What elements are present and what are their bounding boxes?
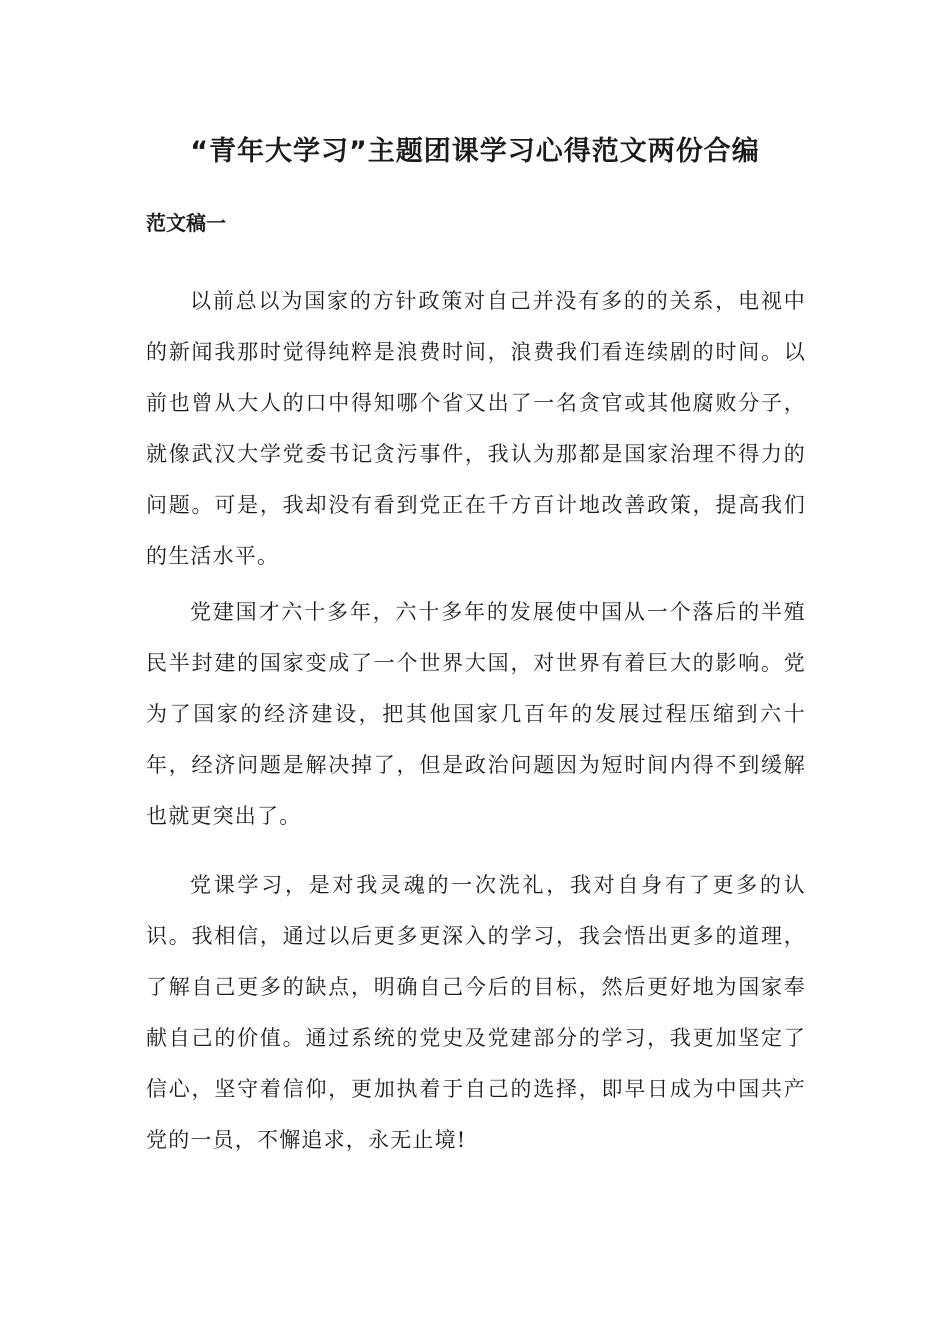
paragraph-3: 党课学习，是对我灵魂的一次洗礼，我对自身有了更多的认识。我相信，通过以后更多更深入的学习，我会悟出更多的道理，了解自己更多的缺点，明确自己今后的目标，然后更好地为国家奉献自己的价值。通过系统的党史及党建部分的学习，我更加坚定了信心，坚守着信仰，更加执着于自己的选择，即早日成为中国共产党的一员，不懈追求，永无止境! <box>146 873 806 1152</box>
document-title: “青年大学习”主题团课学习心得范文两份合编 <box>190 136 760 167</box>
paragraph-2: 党建国才六十多年，六十多年的发展使中国从一个落后的半殖民半封建的国家变成了一个世界大国，对世界有着巨大的影响。党为了国家的经济建设，把其他国家几百年的发展过程压缩到六十年，经济问题是解决掉了，但是政治问题因为短时间内得不到缓解也就更突出了。 <box>146 600 806 828</box>
section-heading: 范文稿一 <box>146 211 226 235</box>
paragraph-1: 以前总以为国家的方针政策对自己并没有多的的关系，电视中的新闻我那时觉得纯粹是浪费时间，浪费我们看连续剧的时间。以前也曾从大人的口中得知哪个省又出了一名贪官或其他腐败分子，就像武汉大学党委书记贪污事件，我认为那都是国家治理不得力的问题。可是，我却没有看到党正在千方百计地改善政策，提高我们的生活水平。 <box>146 289 806 568</box>
